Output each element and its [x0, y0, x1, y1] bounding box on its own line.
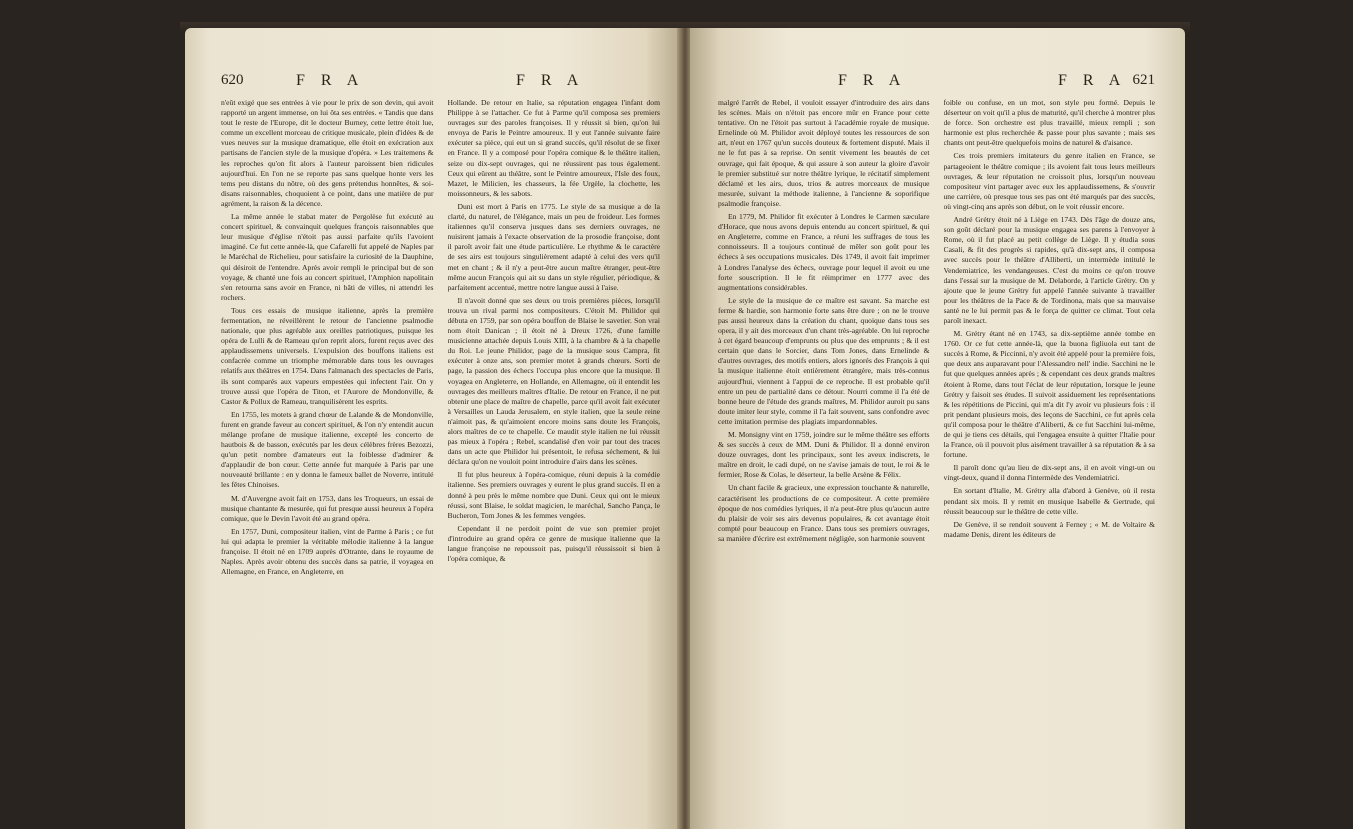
right-running-head-2: F R A — [1058, 72, 1127, 89]
paragraph: Il paroît donc qu'au lieu de dix-sept ans, il en avoit vingt-un ou vingt-deux, quand il donna l'intermède des Vendemiatrici. — [943, 463, 1155, 483]
paragraph: André Grétry étoit né à Liège en 1743. Dès l'âge de douze ans, son goût déclaré pour la musique engagea ses parens à l'envoyer à Rome, où il fut placé au petit collège de Liège. Il y étudia sous Casali, & fit des progrès si rapides, qu'à dix-sept ans, il composa avec succès pour le théâtre d'Alliberti, un intermède intitulé le Vendemiatrice, les vendangeuses. C'est du moins ce qu'on trouve dans l'essai sur la musique de M. Delaborde, à l'article Grétry. On y ajoute que le jeune Grétry fut appelé l'année suivante à travailler pour les théâtres de la Pace & de Tordinona, mais que sa mauvaise santé ne le lui permit pas & le força de quitter ce climat. Tout cela paroît inexact. — [943, 215, 1155, 325]
paragraph: M. Monsigny vint en 1759, joindre sur le même théâtre ses efforts & ses succès à ceux de MM. Duni & Philidor. Il a donné environ douze ouvrages, dont les principaux, sont les aveux indiscrets, le maître en droit, le cadi dupé, on ne s'avise jamais de tout, le roi & le fermier, Rose & Colas, le déserteur, la belle Arsène & Félix. — [718, 430, 930, 480]
paragraph: n'eût exigé que ses entrées à vie pour le prix de son devin, qui avoit rapporté un argent immense, on lui ôta ses entrées. « Tandis que dans tout le reste de l'Europe, dit le docteur Burney, cette lettre étoit lue, comme un excellent morceau de critique musicale, plein d'idées & de vues neuves sur la musique dramatique, elle étoit en exécration aux partisans de l'ancien style de la musique d'opéra. » Les traitemens & les reproches qu'on fit alors à l'auteur paroissent bien ridicules aujourd'hui. En l'on ne se reporte pas sans quelque honte vers les tems peu distans du nôtre, où des gens prétendus honnêtes, & soi-disans raisonnables, choquoient à ce point, dans une matière de pur agrément, la raison & la décence. — [221, 98, 434, 208]
right-columns — [718, 98, 1155, 818]
right-column-2 — [944, 98, 1156, 818]
right-page-number: 621 — [1132, 72, 1155, 88]
paragraph: Tous ces essais de musique italienne, après la première fermentation, ne réveillèrent le retour de l'ancienne psalmodie nationale, que plus agréable aux oreilles patriotiques, puisque les opéra de Lulli & de Rameau qu'on reprit alors, furent reçus avec des applaudissemens universels. L'expulsion des bouffons italiens est confacrée comme un triomphe mémorable dans tous les ouvrages relatifs aux théâtres en 1754. Dans l'almanach des spectacles de Paris, ils sont comparés aux vapeurs empestées qui infectent l'air. On y trouve aussi que l'opéra de Titon, et l'Aurore de Mondonville, & Castor & Pollux de Rameau, tranquilisèrent les esprits. — [221, 305, 434, 406]
paragraph: Il fut plus heureux à l'opéra-comique, réuni depuis à la comédie italienne. Ses premiers ouvrages y eurent le plus grand succès. Il en a donné à peu près le même nombre que Duni. Ceux qui ont le mieux réussi, sont Blaise, le soldat magicien, le maréchal, Sancho Pança, le Bucheron, Tom Jones & les femmes vengées. — [447, 470, 660, 520]
paragraph: malgré l'arrêt de Rebel, il vouloit essayer d'introduire des airs dans les scènes. Mais on n'étoit pas encore mûr en France pour cette tentative. On ne l'étoit pas surtout à l'académie royale de musique. Ernelinde où M. Philidor avoit déployé toutes les ressources de son art, n'eut en 1767 qu'un succès douteux & fortement disputé. Mais il ne le fut pas à sa reprise. On sentit vivement les beautés de cet ouvrage, qui fait époque, & qui assure à son auteur la gloire d'avoir le premier substitué sur notre théâtre lyrique, le récitatif simplement déclamé et les airs, duos, trios & autres morceaux de musique mesurée, suivant la méthode italienne, à l'ancienne & soporifique psalmodie françoise. — [718, 98, 930, 208]
open-book — [185, 28, 1185, 829]
right-page — [690, 28, 1185, 829]
left-running-head-2: F R A — [516, 72, 585, 89]
right-column-1 — [718, 98, 930, 818]
left-page — [185, 28, 680, 829]
left-column-2 — [448, 98, 661, 818]
paragraph: M. d'Auvergne avoit fait en 1753, dans les Troqueurs, un essai de musique chantante & mesurée, qui fut presque aussi heureux à l'opéra comique, que le Devin l'avoit été au grand opéra. — [221, 493, 434, 523]
paragraph: Cependant il ne perdoit point de vue son premier projet d'introduire au grand opéra ce genre de musique italienne que la langue françoise ne repoussoit pas, puisqu'il réussissoit si bien à l'opéra comique, & — [447, 523, 660, 564]
left-column-1 — [221, 98, 434, 818]
paragraph: M. Grétry étant né en 1743, sa dix-septième année tombe en 1760. Or ce fut cette année-là, que la buona figliuola eut tant de succès à Rome, & Piccinni, n'y avoit été appelé pour la première fois, que deux ans auparavant pour l'Alessandro nell' indie. Sacchini ne le fut que quelques années après ; & cependant ces deux grands maîtres étoient à Rome, dans tout l'éclat de leur réputation, lorsque le jeune Grétry y faisoit ses études. Il suivoit assiduement les représentations & les répétitions de Piccini, qui m'a dit l'y avoir vu plusieurs fois : il prit pendant plusieurs mois, des leçons de Sacchini, ce fut après cela qu'il composa pour le théâtre d'Aliberti, & ce fut Sacchini lui-même, de qui je tiens ces détails, qui l'engagea ensuite à quitter l'Italie pour la France, où il pouvoit plus aisément travailler à sa réputation & à sa fortune. — [943, 329, 1155, 460]
paragraph: Le style de la musique de ce maître est savant. Sa marche est ferme & hardie, son harmonie forte sans être dure ; on ne le trouve pas aussi heureux dans la création du chant, quoique dans tous ses opera, il y ait des morceaux d'un chant très-agréable. On lui reproche à cet égard beaucoup d'emprunts ou plus que des emprunts ; & il est certain que dans le Sorcier, dans Tom Jones, dans Ernelinde & d'autres ouvrages, des motifs entiers, alors ignorés des François à qui la musique italienne étoit entièrement étrangère, mais très-connus aujourd'hui, viennent à l'appui de ce reproche. Il est probable qu'il entre un peu de partialité dans ce détour. Nourri comme il l'a été de bonne heure de l'étude des grands maîtres, M. Philidor auroit pu sans doute imiter leur style, comme il l'a fait souvent, sans confondre avec cette imitation permise des plagiats impardonnables. — [718, 295, 930, 426]
paragraph: En sortant d'Italie, M. Grétry alla d'abord à Genève, où il resta pendant six mois. Il y remit en musique Isabelle & Gertrude, qui réussit beaucoup sur le théâtre de cette ville. — [943, 486, 1155, 516]
paragraph: Ces trois premiers imitateurs du genre italien en France, se partageoient le théâtre comique ; ils avoient fait tous leurs meilleurs ouvrages, & leur réputation ne croissoit plus, lorsqu'un nouveau compositeur vint partager avec eux les applaudissemens, & s'ouvrir une carrière, où presque tous ses pas ont été marqués par des succès, où vingt-cinq ans après son début, on le voit réussir encore. — [943, 151, 1155, 211]
paragraph: Un chant facile & gracieux, une expression touchante & naturelle, caractérisent les productions de ce compositeur. A cette première époque de nos comédies lyriques, il n'a peut-être plus qu'aucun autre du plaisir de voir ses airs devenus populaires, & cet avantage étoit compté pour beaucoup en France. Dans tous ses premiers ouvrages, sa manière d'écrire est extrêmement négligée, son harmonie souvent — [718, 483, 930, 543]
paragraph: Duni est mort à Paris en 1775. Le style de sa musique a de la clarté, du naturel, de l'élégance, mais un peu de froideur. Les formes italiennes qu'il conserva jusques dans ses derniers ouvrages, ne nuisirent jamais à l'exacte observation de la prosodie françoise, dont il paroît avoir fait une étude particulière. Le rhythme & le caractère de ses airs est toujours singulièrement adapté à celui des vers qu'il met en chant ; & il n'y a peut-être aucun maître étranger, peut-être même aucun François qui ait su dans un style régulier, périodique, & parfaitement accentué, mettre notre langue aussi à l'aise. — [447, 201, 660, 292]
paragraph: La même année le stabat mater de Pergolèse fut exécuté au concert spirituel, & convainquit quelques françois raisonnables que leur musique d'église n'étoit pas aussi parfaite qu'ils l'avoient imaginé. Ce fut cette année-là, que Cafarelli fut appelé de Naples par le Maréchal de Richelieu, pour satisfaire la curiosité de la Dauphine, qui désiroit de l'entendre. Après avoir rempli le principal but de son voyage, & chanté une fois au concert spirituel, l'Amphion napolitain s'en retourna sans avoir en France, ni bâti de villes, ni attendri les rochers. — [221, 212, 434, 302]
left-columns — [221, 98, 660, 818]
left-running-head-1: F R A — [296, 72, 365, 89]
left-page-number: 620 — [221, 72, 244, 88]
paragraph: Hollande. De retour en Italie, sa réputation engagea l'infant dom Philippe à se l'attacher. Ce fut à Parme qu'il composa ses premiers ouvrages sur des paroles françoises. Il y réussit si bien, qu'on lui envoya de Paris le Peintre amoureux. Il y eut l'année suivante faire exécuter sa pièce, qui eut un si grand succès, qu'il résolut de se fixer en France. Il y a composé pour l'opéra comique & le théâtre italien, seize ou dix-sept ouvrages, qui ne réussirent pas tous également. Ceux qui eûrent au théâtre, sont le Peintre amoureux, l'Isle des foux, Mazet, le Milicien, les chasseurs, la fée Urgèle, la clochette, les moissonneurs, & les sabots. — [447, 98, 660, 198]
paragraph: foible ou confuse, en un mot, son style peu formé. Depuis le déserteur on voit qu'il a plus de maturité, qu'il cherche à montrer plus de force. Son orchestre est plus travaillé, mieux rempli ; son harmonie est plus recherchée & passe pour plus savante ; mais ses chants ont peut-être quelquefois moins de naturel & d'aisance. — [943, 98, 1155, 148]
paragraph: En 1779, M. Philidor fit exécuter à Londres le Carmen sæculare d'Horace, que nous avons depuis entendu au concert spirituel, & qui en Angleterre, comme en France, a réuni les suffrages de tous les connoisseurs. Il a toujours continué de mêler son goût pour les échecs à ses occupations musicales. Dès 1749, il avoit fait imprimer à Londres l'analyse des échecs, ouvrage pour lequel il avoit eu une forte souscription. Il le fit réimprimer en 1777 avec des augmentations considérables. — [718, 212, 930, 292]
paragraph: De Genève, il se rendoit souvent à Ferney ; « M. de Voltaire & madame Denis, dirent les éditeurs de — [943, 519, 1155, 539]
paragraph: Il n'avoit donné que ses deux ou trois premières pièces, lorsqu'il trouva un rival parmi nos compositeurs. C'étoit M. Philidor qui débuta en 1759, par son opéra bouffon de Blaise le savetier. Son vrai nom étoit Danican ; il étoit né à Dreux 1726, d'une famille musicienne attachée depuis Louis XIII, à la chambre & à la chapelle du Roi. Le jeune Philidor, page de la musique sous Campra, fit exécuter à onze ans, son premier motet à grands chœurs. Sorti de page, la passion des échecs l'occupa plus encore que la musique. Il voyagea en Angleterre, en Hollande, en Allemagne, où il entendit les ouvrages des meilleurs maîtres d'Italie. De retour en France, il ne put obtenir une place de maître de chapelle, parce qu'il avoit fait exécuter à Versailles un Lauda Jerusalem, en style italien, que la seule reine n'aimoit pas, & qu'aimoient encore moins sans doute les François, alors maîtres de ce te chapelle. Ce maudit style italien ne lui réussit pas mieux à l'opéra ; Rebel, scandalisé d'en voir par tout des traces dans un acte que Philidor lui présentoit, le refusa séchement, & lui déclara qu'on ne vouloit point introduire d'airs dans les scènes. — [447, 295, 660, 467]
right-page-header — [718, 72, 1155, 94]
left-page-header — [221, 72, 660, 94]
paragraph: En 1757, Duni, compositeur italien, vint de Parme à Paris ; ce fut lui qui adapta le premier la véritable mélodie italienne à la langue françoise. Il étoit né en 1709 auprès d'Otrante, dans le royaume de Naples. Après avoir obtenu des succès dans sa patrie, il voyagea en Allemagne, en France, en Angleterre, en — [221, 526, 434, 577]
right-running-head-1: F R A — [838, 72, 907, 89]
paragraph: En 1755, les motets à grand chœur de Lalande & de Mondonville, furent en grande faveur au concert spirituel, & l'on n'y entendit aucun mélange profane de musique italienne, excepté les concerto de hautbois & de basson, exécutés par les deux célèbres frères Bezozzi, qu'un petit nombre d'amateurs eut la foiblesse d'admirer & d'applaudir de bon cœur. Cette année fut marquée à Paris par une nouveauté brillante : en y donna le fameux ballet de Noverre, intitulé les fêtes Chinoises. — [221, 409, 434, 490]
